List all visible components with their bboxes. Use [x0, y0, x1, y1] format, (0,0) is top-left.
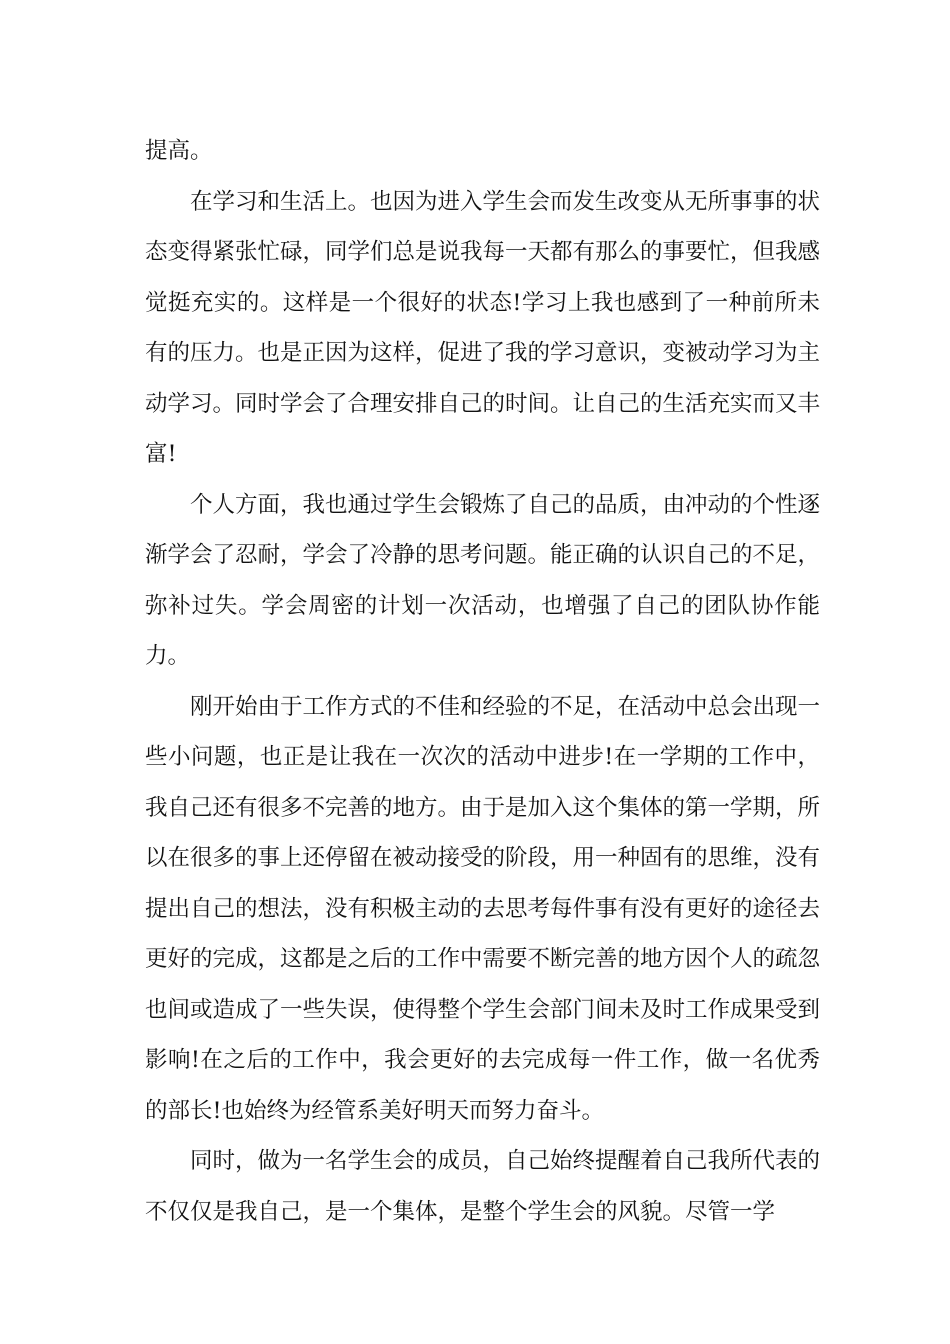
paragraph-personal: 个人方面，我也通过学生会锻炼了自己的品质，由冲动的个性逐渐学会了忍耐，学会了冷静的思考问题。能正确的认识自己的不足，弥补过失。学会周密的计划一次活动，也增强了自己的团队协作能力。	[145, 491, 821, 669]
paragraph-shortcomings: 刚开始由于工作方式的不佳和经验的不足，在活动中总会出现一些小问题，也正是让我在一次次的活动中进步!在一学期的工作中，我自己还有很多不完善的地方。由于是加入这个集体的第一学期，所以在很多的事上还停留在被动接受的阶段，用一种固有的思维，没有提出自己的想法，没有积极主动的去思考每件事有没有更好的途径去更好的完成，这都是之后的工作中需要不断完善的地方因个人的疏忽也间或造成了一些失误，使得整个学生会部门间未及时工作成果受到影响!在之后的工作中，我会更好的去完成每一件工作，做一名优秀的部长!也始终为经管系美好明天而努力奋斗。	[145, 693, 821, 1124]
paragraph-study-life: 在学习和生活上。也因为进入学生会而发生改变从无所事事的状态变得紧张忙碌，同学们总是说我每一天都有那么的事要忙，但我感觉挺充实的。这样是一个很好的状态!学习上我也感到了一种前所未有的压力。也是正因为这样，促进了我的学习意识，变被动学习为主动学习。同时学会了合理安排自己的时间。让自己的生活充实而又丰富!	[145, 188, 821, 467]
paragraph-member-role: 同时，做为一名学生会的成员，自己始终提醒着自己我所代表的不仅仅是我自己，是一个集体，是整个学生会的风貌。尽管一学	[145, 1148, 821, 1225]
paragraph-continuation: 提高。	[145, 138, 213, 164]
document-body	[145, 126, 820, 1237]
